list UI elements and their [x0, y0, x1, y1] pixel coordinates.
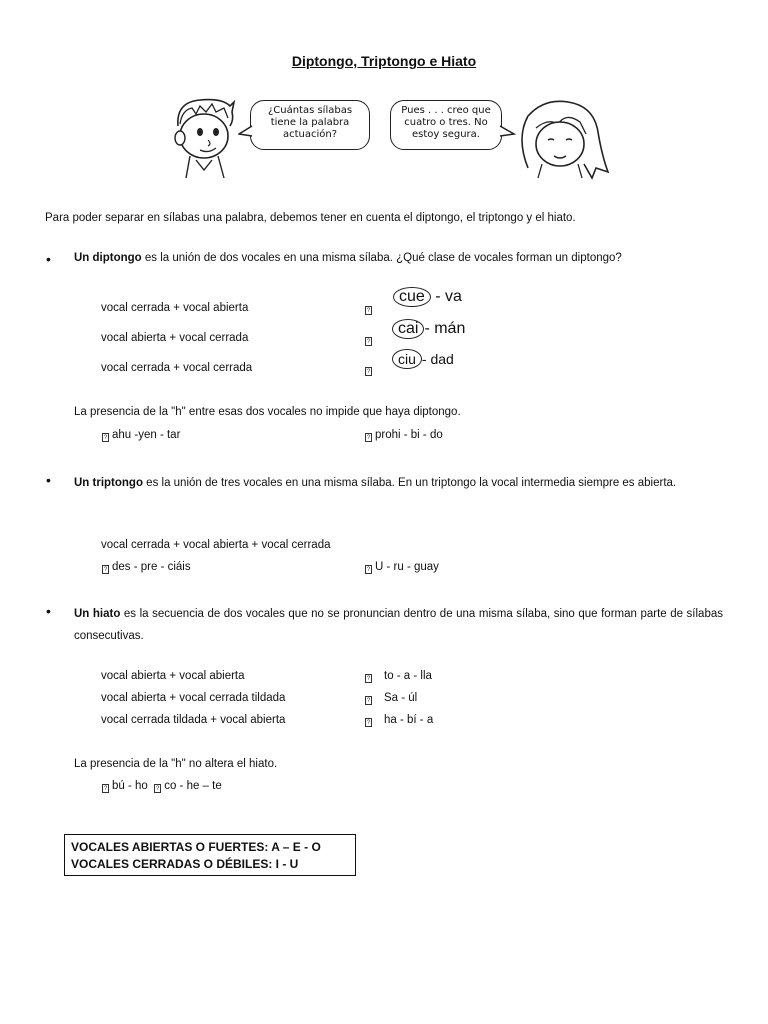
arrow-glyph-icon: ? [366, 369, 371, 375]
intro-text: Para poder separar en sílabas una palabra, debemos tener en cuenta el diptongo, el triptongo y el hiato. [45, 212, 576, 224]
hiato-example: ? to - a - lla [366, 670, 432, 682]
page-title: Diptongo, Triptongo e Hiato [291, 53, 477, 69]
hiato-h-note: La presencia de la "h" no altera el hiato. [74, 758, 278, 770]
bubble-tail-icon [238, 124, 254, 138]
hiato-rule: vocal abierta + vocal abierta [101, 670, 245, 682]
triptongo-text: es la unión de tres vocales en una misma sílaba. En un triptongo la vocal intermedia siempre es abierta. [142, 477, 677, 489]
diptongo-example: ciu - dad [392, 349, 454, 369]
triptongo-rule: vocal cerrada + vocal abierta + vocal cerrada [101, 539, 331, 551]
diptongo-term: Un diptongo [74, 252, 142, 264]
bullet-marker: • [46, 251, 51, 267]
girl-illustration [514, 98, 610, 180]
diptongo-h-example: ? ahu -yen - tar [103, 429, 181, 441]
boy-illustration [170, 96, 240, 180]
arrow-glyph-icon: ? [366, 339, 371, 345]
diptongo-rule: vocal cerrada + vocal abierta [101, 302, 249, 314]
diptongo-example: cue - va [393, 287, 462, 307]
diptongo-h-example: ? prohi - bi - do [366, 429, 443, 441]
diptongo-h-note: La presencia de la "h" entre esas dos vocales no impide que haya diptongo. [74, 406, 461, 418]
hiato-example: ? ha - bí - a [366, 714, 434, 726]
speech-bubble-girl: Pues . . . creo que cuatro o tres. No estoy segura. [390, 100, 502, 150]
bullet-marker: • [46, 603, 51, 619]
hiato-definition [74, 603, 723, 647]
diptongo-definition [74, 251, 622, 265]
vowels-summary-box [64, 834, 356, 876]
diptongo-rule: vocal cerrada + vocal cerrada [101, 362, 253, 374]
triptongo-example: ? U - ru - guay [366, 561, 439, 573]
diptongo-text: es la unión de dos vocales en una misma sílaba. ¿Qué clase de vocales forman un diptongo? [141, 252, 622, 264]
triptongo-definition [74, 472, 723, 494]
hiato-h-examples: ? bú - ho ? co - he – te [103, 780, 222, 792]
hiato-term: Un hiato [74, 608, 121, 620]
diptongo-example: cai - mán [392, 319, 465, 339]
hiato-rule: vocal abierta + vocal cerrada tildada [101, 692, 286, 704]
circled-syllable: cue [393, 287, 431, 307]
open-vowels-line: VOCALES ABIERTAS O FUERTES: A – E - O [71, 840, 321, 854]
circled-syllable: ciu [392, 349, 422, 369]
diptongo-rule: vocal abierta + vocal cerrada [101, 332, 249, 344]
circled-syllable: cai [392, 319, 424, 339]
closed-vowels-line: VOCALES CERRADAS O DÉBILES: I - U [71, 857, 299, 871]
hiato-example: ? Sa - úl [366, 692, 418, 704]
bullet-marker: • [46, 472, 51, 488]
triptongo-term: Un triptongo [74, 477, 143, 489]
arrow-glyph-icon: ? [366, 308, 371, 314]
triptongo-example: ? des - pre - ciáis [103, 561, 191, 573]
speech-bubble-boy: ¿Cuántas sílabas tiene la palabra actuación? [250, 100, 370, 150]
hiato-text: es la secuencia de dos vocales que no se pronuncian dentro de una misma sílaba, sino que forman parte de sílabas consecutivas. [74, 608, 723, 642]
hiato-rule: vocal cerrada tildada + vocal abierta [101, 714, 286, 726]
